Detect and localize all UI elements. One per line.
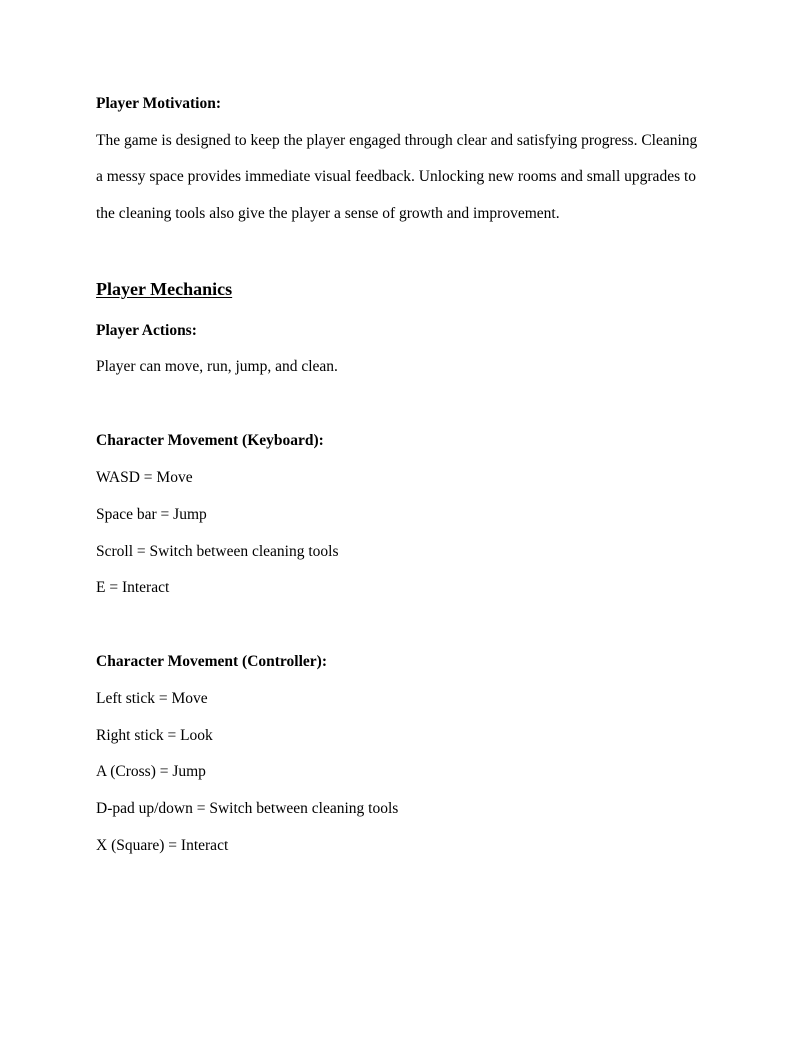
controller-control-item: A (Cross) = Jump	[96, 763, 206, 780]
player-mechanics-section-title: Player Mechanics	[96, 279, 233, 299]
keyboard-control-item: WASD = Move	[96, 469, 193, 486]
motivation-paragraph-line-1: The game is designed to keep the player engaged through clear and satisfying progress. Cleaning	[96, 132, 698, 149]
motivation-paragraph-line-3: the cleaning tools also give the player a sense of growth and improvement.	[96, 205, 560, 222]
keyboard-control-item: E = Interact	[96, 579, 170, 596]
controller-control-item: Left stick = Move	[96, 690, 208, 707]
player-actions-text: Player can move, run, jump, and clean.	[96, 358, 338, 375]
player-motivation-heading: Player Motivation:	[96, 95, 221, 112]
controller-movement-heading: Character Movement (Controller):	[96, 653, 327, 670]
player-actions-heading: Player Actions:	[96, 322, 197, 339]
controller-control-item: D-pad up/down = Switch between cleaning tools	[96, 800, 399, 817]
keyboard-control-item: Space bar = Jump	[96, 506, 207, 523]
controller-control-item: Right stick = Look	[96, 727, 213, 744]
keyboard-movement-heading: Character Movement (Keyboard):	[96, 432, 324, 449]
controller-control-item: X (Square) = Interact	[96, 837, 229, 854]
keyboard-control-item: Scroll = Switch between cleaning tools	[96, 543, 339, 560]
motivation-paragraph-line-2: a messy space provides immediate visual feedback. Unlocking new rooms and small upgrades to	[96, 168, 697, 185]
